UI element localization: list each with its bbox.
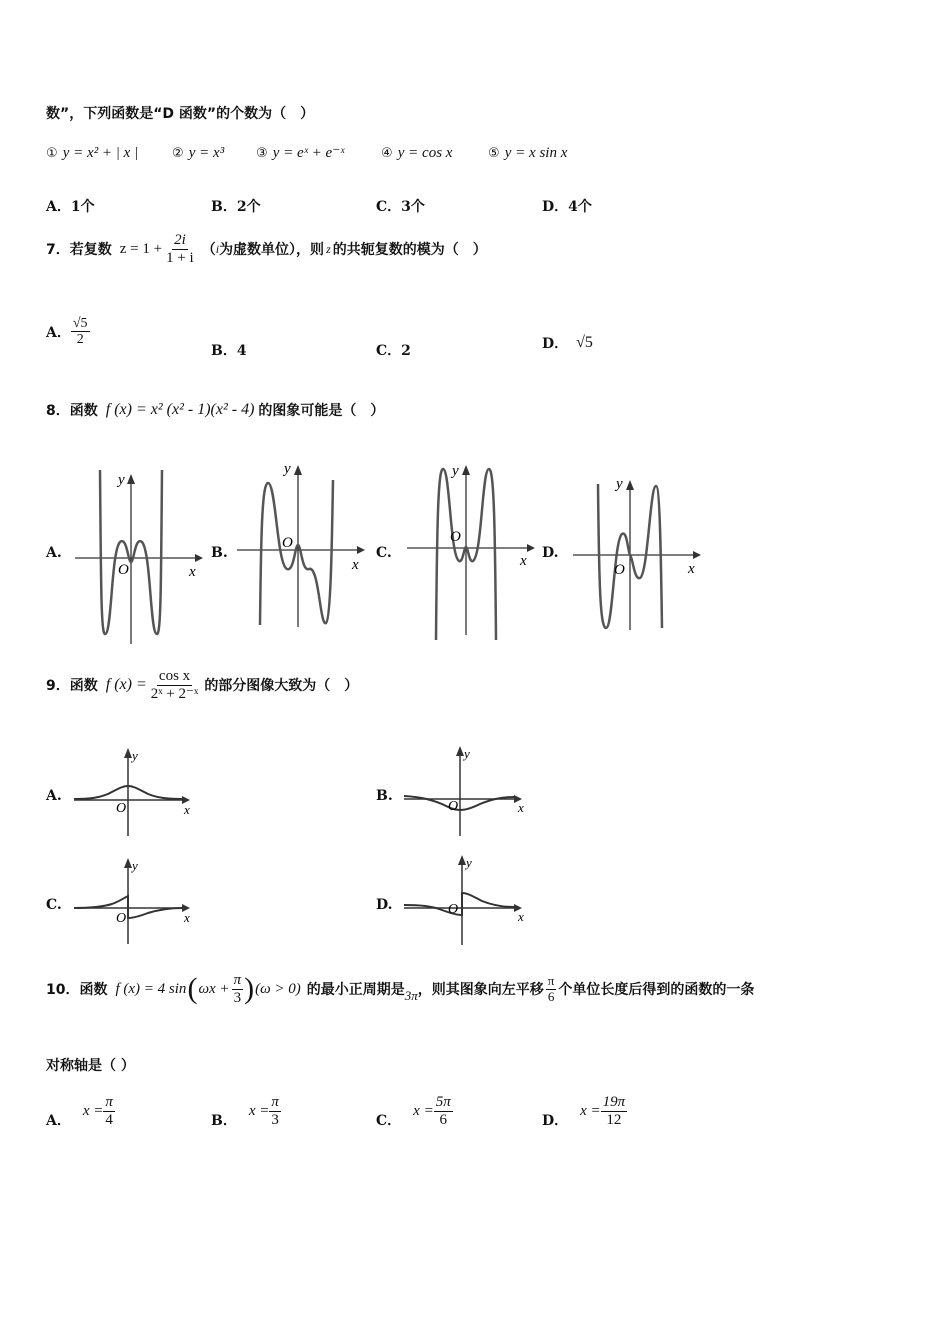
q7-i-symbol: i: [215, 241, 220, 256]
q9-label-b[interactable]: B.: [376, 788, 393, 804]
origin-label: O: [116, 911, 127, 926]
q10-inner-den: 3: [233, 989, 242, 1006]
q9-frac-den: 2ˣ + 2⁻ˣ: [150, 685, 199, 702]
q6-item-1: [46, 142, 138, 162]
q9-graph-a[interactable]: [72, 746, 202, 838]
x-label: x: [189, 564, 196, 580]
x-label: x: [518, 909, 524, 924]
q10-inner-num: π: [233, 972, 242, 988]
origin-label: O: [282, 535, 293, 551]
q6-item-3-mark: ③: [256, 146, 268, 161]
x-axis-arrow: [357, 546, 365, 554]
y-axis-arrow: [626, 480, 634, 490]
x-axis-arrow: [527, 544, 535, 552]
q8-label-d[interactable]: D.: [542, 545, 559, 561]
x-label: x: [688, 561, 695, 577]
q10-option-c-label: C．: [376, 1113, 402, 1129]
y-axis-arrow: [294, 465, 302, 475]
q9-tail: 的部分图像大致为（ ）: [204, 678, 359, 694]
q7-option-a[interactable]: [46, 316, 90, 348]
q8-expr: f (x) = x² (x² - 1)(x² - 4): [105, 401, 255, 418]
q6-intro: 数”，下列函数是“D 函数”的个数为（ ）: [46, 106, 315, 122]
q10-expr: f (x) = 4 sin: [115, 980, 187, 997]
q10-shift-frac: [546, 974, 557, 1004]
x-label: x: [518, 800, 524, 815]
y-label: y: [452, 463, 459, 479]
q10-option-c-lhs: x =: [413, 1102, 434, 1119]
q8-stem: [46, 400, 384, 420]
q10-cond: (ω > 0): [255, 980, 301, 997]
y-label: y: [464, 746, 470, 761]
q7-option-d[interactable]: [542, 333, 593, 353]
q7-mid2: 为虚数单位），则: [219, 242, 325, 258]
q10-shift-den: 6: [547, 988, 555, 1004]
q9-stem: [46, 668, 358, 702]
q10-mid2: ，则其图象向左平移: [417, 982, 544, 998]
q9-label-a[interactable]: A.: [46, 788, 62, 804]
y-axis-arrow: [456, 746, 464, 756]
q10-option-c-frac: [434, 1094, 453, 1128]
q10-option-b-label: B．: [211, 1113, 237, 1129]
y-axis-arrow: [124, 858, 132, 868]
q9-graph-c[interactable]: [72, 856, 202, 948]
q10-paren-close: ): [244, 972, 255, 1005]
q6-option-b[interactable]: B．2个: [211, 199, 261, 215]
q7-fraction: [164, 232, 196, 266]
q10-option-b[interactable]: [211, 1092, 281, 1130]
x-label: x: [520, 553, 527, 569]
q6-option-a[interactable]: A．1个: [46, 199, 95, 215]
q8-number: 8．函数: [46, 403, 98, 419]
q7-stem: [46, 232, 487, 266]
q10-option-d-label: D．: [542, 1113, 569, 1129]
y-label: y: [132, 858, 138, 873]
q6-item-2-expr: y = x³: [188, 145, 225, 161]
q10-option-d[interactable]: [542, 1092, 627, 1130]
q7-option-a-den: 2: [76, 332, 84, 348]
x-label: x: [184, 910, 190, 925]
origin-label: O: [118, 562, 129, 578]
q7-z-expr: z = 1 +: [119, 240, 163, 257]
q9-label-d[interactable]: D.: [376, 897, 393, 913]
q8-tail: 的图象可能是（ ）: [258, 403, 385, 419]
origin-label: O: [450, 529, 461, 545]
q10-option-c[interactable]: [376, 1092, 453, 1130]
q10-option-d-frac: [601, 1094, 628, 1128]
x-label: x: [184, 802, 190, 817]
q8-graph-a[interactable]: [70, 462, 210, 647]
q7-option-d-label: D．: [542, 336, 569, 352]
q6-item-3: [256, 142, 344, 162]
q10-shift-num: π: [547, 973, 555, 989]
q7-option-d-value: √5: [576, 334, 593, 351]
q10-number: 10．函数: [46, 982, 108, 998]
q10-inner: ωx +: [198, 980, 230, 997]
curve: [404, 796, 514, 810]
q6-option-c[interactable]: C．3个: [376, 199, 425, 215]
q7-option-a-label: A．: [46, 324, 71, 341]
x-axis-arrow: [195, 554, 203, 562]
q10-option-a-lhs: x =: [82, 1102, 104, 1119]
q9-fraction: [149, 668, 201, 702]
origin-label: O: [116, 801, 127, 816]
y-label: y: [118, 472, 125, 488]
q6-item-5: [488, 142, 567, 162]
q10-option-c-den: 6: [439, 1111, 447, 1128]
q7-option-b[interactable]: B．4: [211, 343, 247, 359]
q6-item-5-mark: ⑤: [488, 146, 500, 161]
x-label: x: [352, 557, 359, 573]
q10-option-a-num: π: [105, 1094, 113, 1110]
q10-option-a-frac: [103, 1094, 115, 1128]
q8-graph-b[interactable]: [232, 455, 372, 640]
q7-frac-num: 2i: [174, 232, 186, 248]
origin-label: O: [448, 902, 459, 917]
q9-expr: f (x) =: [105, 676, 147, 693]
q9-frac-num: cos x: [158, 668, 191, 684]
q7-option-c[interactable]: C．2: [376, 343, 411, 359]
q10-option-a[interactable]: [46, 1092, 115, 1130]
origin-label: O: [448, 799, 459, 814]
q7-option-a-frac: [71, 316, 90, 348]
q6-item-1-mark: ①: [46, 146, 58, 161]
q6-item-4-mark: ④: [381, 146, 393, 161]
q8-label-c[interactable]: C.: [376, 545, 392, 561]
q10-option-d-den: 12: [606, 1111, 622, 1128]
q6-item-3-expr: y = eˣ + e⁻ˣ: [272, 145, 345, 161]
y-label: y: [132, 748, 138, 763]
q6-item-2: [172, 142, 224, 162]
q8-graph-c[interactable]: [402, 455, 542, 645]
y-label: y: [284, 461, 291, 477]
y-label: y: [616, 476, 623, 492]
q10-line2: 对称轴是（ ）: [46, 1058, 135, 1074]
q7-option-a-num: √5: [72, 316, 88, 331]
curve: [404, 893, 514, 915]
q10-option-d-num: 19π: [602, 1094, 626, 1110]
q7-tail: 的共轭复数的模为（ ）: [332, 242, 487, 258]
q10-tail: 个单位长度后得到的函数的一条: [558, 982, 755, 998]
q9-number: 9．函数: [46, 678, 98, 694]
q7-z-symbol: z: [326, 241, 331, 256]
q6-item-1-expr: y = x² + | x |: [62, 145, 139, 161]
q9-graph-b[interactable]: [402, 744, 532, 839]
q10-option-a-label: A．: [46, 1113, 71, 1129]
q10-option-b-den: 3: [271, 1111, 279, 1128]
q6-item-4-expr: y = cos x: [397, 145, 453, 161]
q8-graph-d[interactable]: [568, 470, 708, 635]
q10-option-c-num: 5π: [435, 1094, 451, 1110]
q6-item-2-mark: ②: [172, 146, 184, 161]
y-axis-arrow: [462, 465, 470, 475]
origin-label: O: [614, 562, 625, 578]
q10-option-b-lhs: x =: [248, 1102, 270, 1119]
y-axis-arrow: [124, 748, 132, 758]
q6-item-4: [381, 142, 452, 162]
q10-paren-open: (: [187, 972, 198, 1005]
curve: [74, 896, 182, 918]
curve: [260, 480, 333, 625]
q10-stem: [46, 972, 754, 1006]
q6-item-5-expr: y = x sin x: [504, 145, 568, 161]
q9-label-c[interactable]: C.: [46, 897, 62, 913]
q10-mid: 的最小正周期是: [306, 982, 405, 998]
y-axis-arrow: [127, 474, 135, 484]
q7-number: 7．若复数: [46, 242, 112, 258]
q7-frac-den: 1 + i: [166, 249, 194, 266]
q10-option-b-frac: [269, 1094, 281, 1128]
q8-label-b[interactable]: B.: [211, 545, 228, 561]
q10-option-a-den: 4: [105, 1111, 113, 1128]
q9-graph-d[interactable]: [402, 853, 532, 948]
q8-label-a[interactable]: A.: [46, 545, 62, 561]
q10-inner-frac: [232, 972, 244, 1006]
y-axis-arrow: [458, 855, 466, 865]
x-axis-arrow: [693, 551, 701, 559]
q6-option-d[interactable]: D．4个: [542, 199, 592, 215]
q10-option-d-lhs: x =: [580, 1102, 601, 1119]
q7-mid: （: [201, 242, 216, 258]
y-label: y: [466, 855, 472, 870]
q10-period: 3π: [404, 988, 418, 1003]
q10-option-b-num: π: [271, 1094, 279, 1110]
